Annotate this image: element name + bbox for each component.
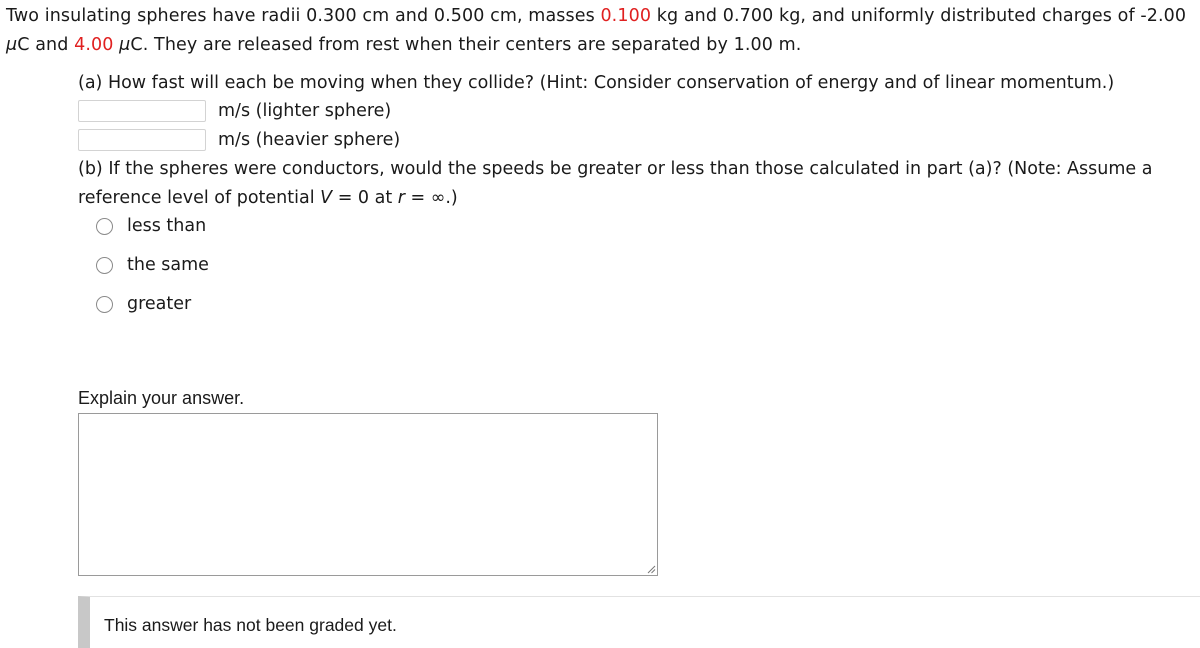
option-less-than[interactable] [96,213,206,239]
resize-grip-icon[interactable] [646,564,656,574]
problem-text: Two insulating spheres have radii 0.300 cm and 0.500 cm, masses [6,6,601,26]
grading-status-text: This answer has not been graded yet. [104,615,397,635]
variable-r: r [397,188,405,208]
part-b-text: (b) If the spheres were conductors, would the speeds be greater or less than those calculated in part (a)? (Note: Assume a reference level of potential [78,159,1153,208]
grading-status-bar [78,596,1200,648]
problem-statement [6,2,1191,60]
problem-text: C. They are released from rest when their centers are separated by 1.00 m. [130,35,802,55]
option-greater[interactable] [96,291,191,317]
heavier-sphere-speed-input[interactable] [78,129,206,151]
problem-text: C and [17,35,75,55]
radio-less-than[interactable] [96,218,113,235]
answer-row-heavier [78,126,400,154]
micro-symbol: μ [119,35,131,55]
radio-the-same[interactable] [96,257,113,274]
lighter-sphere-speed-input[interactable] [78,100,206,122]
part-a-question: (a) How fast will each be moving when they collide? (Hint: Consider conservation of energy and of linear momentum.) [78,73,1115,93]
heavier-sphere-unit-label: m/s (heavier sphere) [218,130,401,150]
option-label: greater [127,294,192,314]
mass-value-highlight: 0.100 [600,6,652,26]
micro-symbol: μ [6,35,18,55]
problem-text: kg and 0.700 kg, and uniformly distributed charges of -2.00 [651,6,1187,26]
option-the-same[interactable] [96,252,209,278]
explanation-textarea[interactable] [78,413,658,576]
part-b-question [78,155,1188,213]
answer-row-lighter [78,97,391,125]
radio-greater[interactable] [96,296,113,313]
explain-label: Explain your answer. [78,388,245,408]
charge-value-highlight: 4.00 [74,35,114,55]
part-b-text: = ∞.) [404,188,458,208]
option-label: the same [127,255,209,275]
lighter-sphere-unit-label: m/s (lighter sphere) [218,101,392,121]
option-label: less than [127,216,207,236]
variable-v: V [320,188,333,208]
part-b-text: = 0 at [332,188,398,208]
